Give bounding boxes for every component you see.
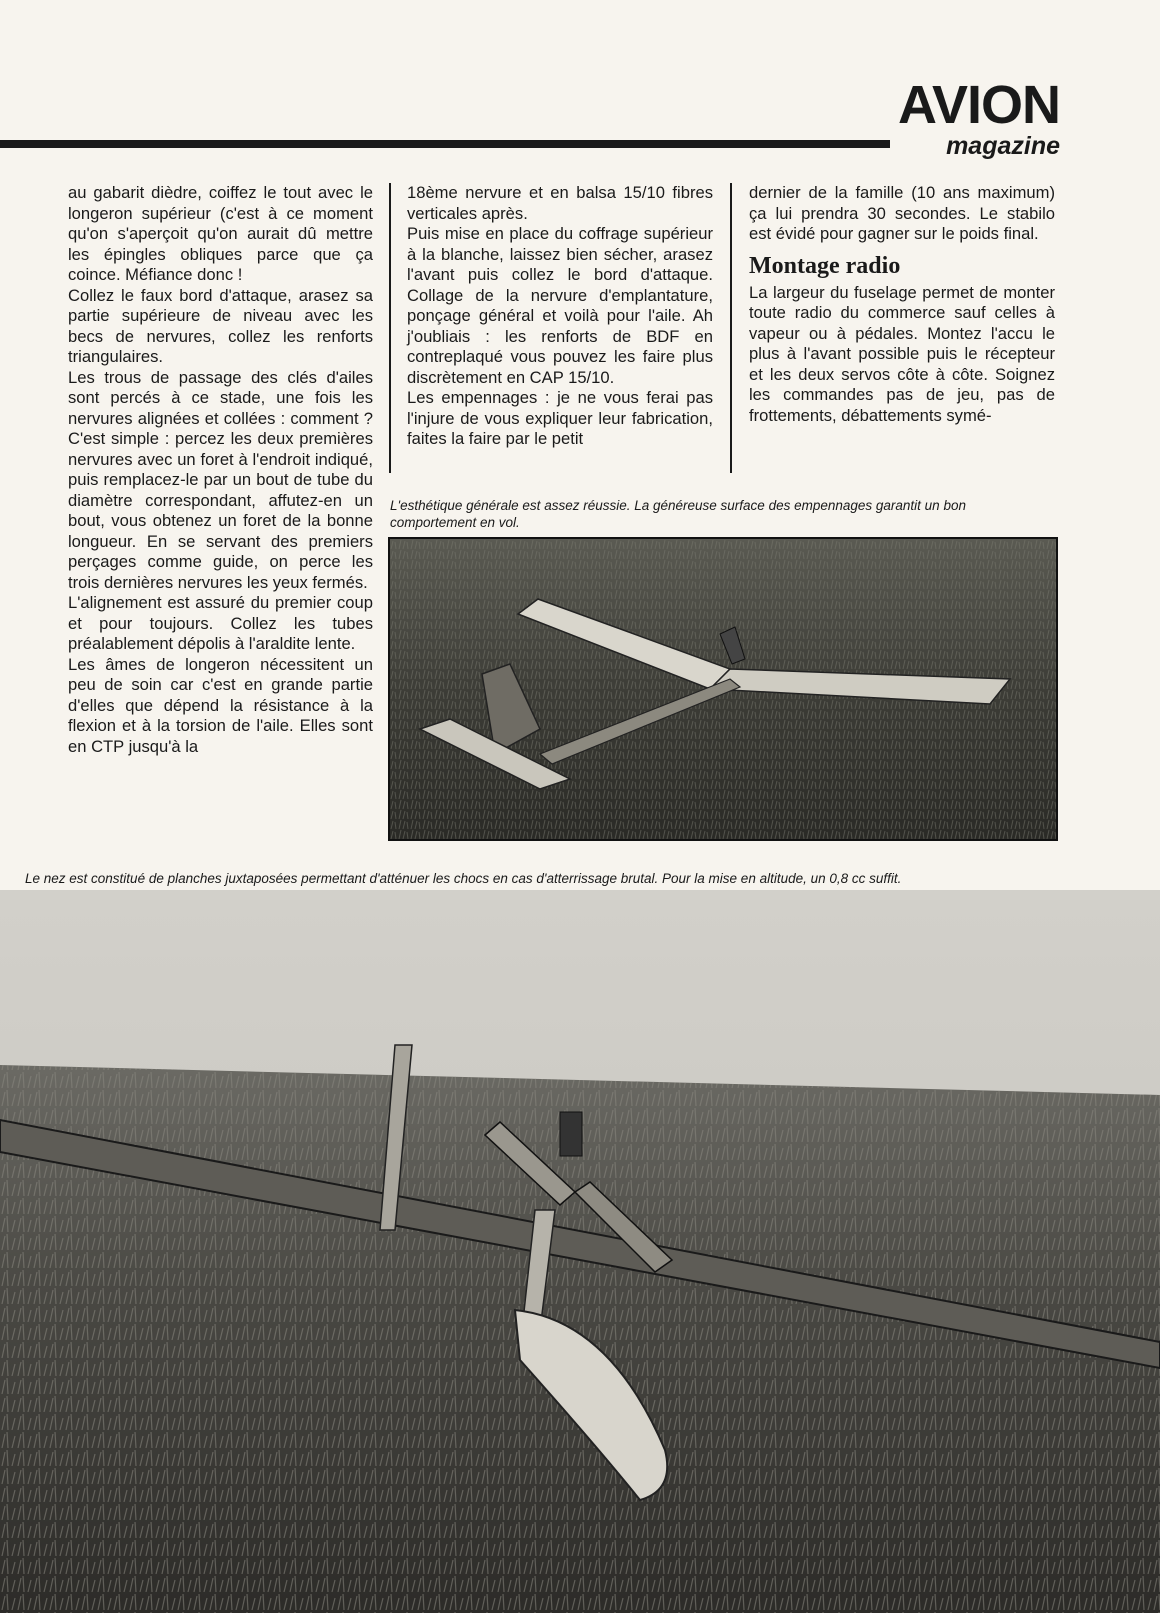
paragraph: au gabarit dièdre, coiffez le tout avec le longeron supérieur (c'est à ce moment qu'on s'aperçoit qu'on aurait dû mettre les épingles obliques parce que ça coince. Méfiance donc ! [68, 183, 373, 284]
text-column-3 [749, 183, 1055, 426]
paragraph: dernier de la famille (10 ans maximum) ça lui prendra 30 secondes. Le stabilo est évidé pour gagner sur le poids final. [749, 183, 1055, 243]
magazine-subtitle: magazine [946, 132, 1060, 160]
text-column-2 [407, 183, 713, 450]
paragraph: Collez le faux bord d'attaque, arasez sa partie supérieure de niveau avec les becs de nervures, collez les renforts triangulaires. [68, 285, 373, 366]
column-divider [389, 183, 391, 473]
glider-closeup-photo [0, 890, 1160, 1613]
header-rule [0, 140, 890, 148]
photo-caption: Le nez est constitué de planches juxtaposées permettant d'atténuer les chocs en cas d'atterrissage brutal. Pour la mise en altitude, un 0,8 cc suffit. [25, 871, 902, 886]
paragraph: La largeur du fuselage permet de monter toute radio du commerce sauf celles à vapeur ou à pédales. Montez l'accu le plus à l'avant possible puis le récepteur et les deux servos côte à côte. Soignez les commandes pas de jeu, pas de frottements, débattements symé- [749, 282, 1055, 425]
paragraph: Les âmes de longeron nécessitent un peu de soin car c'est en grande partie d'elles que dépend la résistance à la flexion et à la torsion de l'aile. Elles sont en CTP jusqu'à la [68, 654, 373, 756]
text-column-1 [68, 183, 373, 757]
photo-caption: L'esthétique générale est assez réussie. La généreuse surface des empennages garantit un bon comportement en vol. [390, 498, 966, 530]
model-glider-photo [388, 537, 1058, 841]
paragraph: Puis mise en place du coffrage supérieur à la blanche, laissez bien sécher, arasez l'avant puis collez le bord d'attaque. Collage de la nervure d'emplantature, ponçage général et voilà pour l'aile. Ah j'oubliais : les renforts de BDF en contreplaqué vous pouvez les faire plus discrètement en CAP 15/10. [407, 224, 713, 387]
paragraph: Les empennages : je ne vous ferai pas l'injure de vous expliquer leur fabrication, faites la faire par le petit [407, 388, 713, 448]
paragraph: 18ème nervure et en balsa 15/10 fibres verticales après. [407, 183, 713, 223]
column-divider [730, 183, 732, 473]
masthead-logo [860, 75, 1060, 160]
paragraph: L'alignement est assuré du premier coup et pour toujours. Collez les tubes préalablement dépolis à l'araldite lente. [68, 593, 373, 653]
paragraph: Les trous de passage des clés d'ailes sont percés à ce stade, une fois les nervures alignées et collées : comment ? C'est simple : percez les deux premières nervures avec un foret à l'endroit indiqué, puis remplacez-le par un bout de tube du diamètre correspondant, affutez-en un bout, vous obtenez un foret de la bonne longueur. En se servant des premiers perçages comme guide, on perce les trois dernières nervures les yeux fermés. [68, 367, 373, 592]
magazine-title: AVION [897, 75, 1060, 135]
section-heading: Montage radio [749, 252, 901, 279]
